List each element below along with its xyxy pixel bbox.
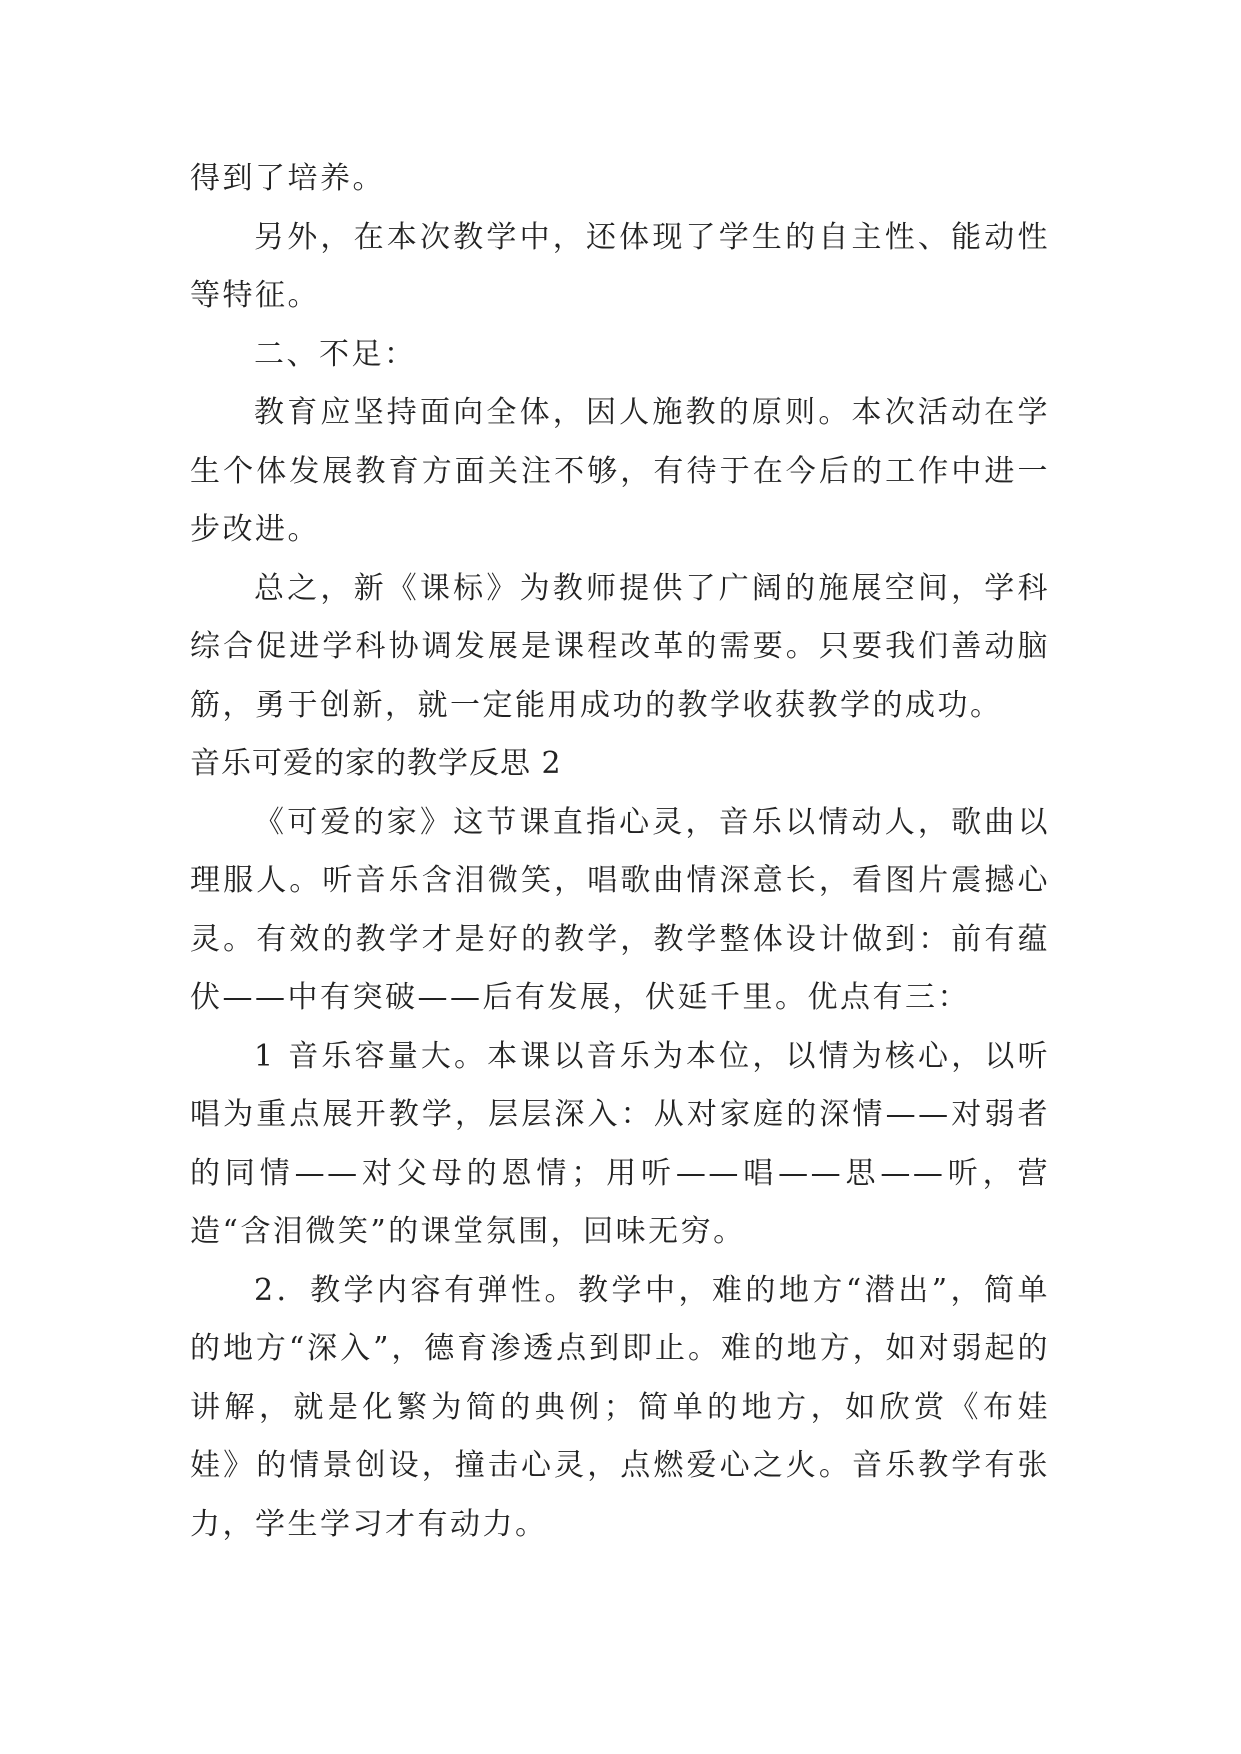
article-title: 音乐可爱的家的教学反思 2 xyxy=(190,746,562,781)
paragraph-intro: 《可爱的家》这节课直指心灵，音乐以情动人，歌曲以理服人。听音乐含泪微笑，唱歌曲情深意长，看图片震撼心灵。有效的教学才是好的教学，教学整体设计做到：前有蕴伏——中有突破——后有发展，伏延千里。优点有三： xyxy=(190,804,1050,1015)
paragraph-shortcomings: 教育应坚持面向全体，因人施教的原则。本次活动在学生个体发展教育方面关注不够，有待于在今后的工作中进一步改进。 xyxy=(190,395,1050,547)
paragraph-point-1: 1 音乐容量大。本课以音乐为本位，以情为核心，以听唱为重点展开教学，层层深入：从对家庭的深情——对弱者的同情——对父母的恩情；用听——唱——思——听，营造“含泪微笑”的课堂氛围，回味无穷。 xyxy=(190,1038,1050,1249)
document-body xyxy=(190,150,1050,1554)
paragraph-conclusion: 总之，新《课标》为教师提供了广阔的施展空间，学科综合促进学科协调发展是课程改革的需要。只要我们善动脑筋，勇于创新，就一定能用成功的教学收获教学的成功。 xyxy=(190,570,1050,723)
paragraph-continuation: 得到了培养。 xyxy=(190,161,385,196)
section-heading-shortcomings: 二、不足： xyxy=(254,336,417,372)
paragraph-point-2: 2．教学内容有弹性。教学中，难的地方“潜出”，简单的地方“深入”，德育渗透点到即止。难的地方，如对弱起的讲解，就是化繁为简的典例；简单的地方，如欣赏《布娃娃》的情景创设，撞击心灵，点燃爱心之火。音乐教学有张力，学生学习才有动力。 xyxy=(190,1272,1050,1542)
paragraph-autonomy: 另外，在本次教学中，还体现了学生的自主性、能动性等特征。 xyxy=(190,219,1050,313)
